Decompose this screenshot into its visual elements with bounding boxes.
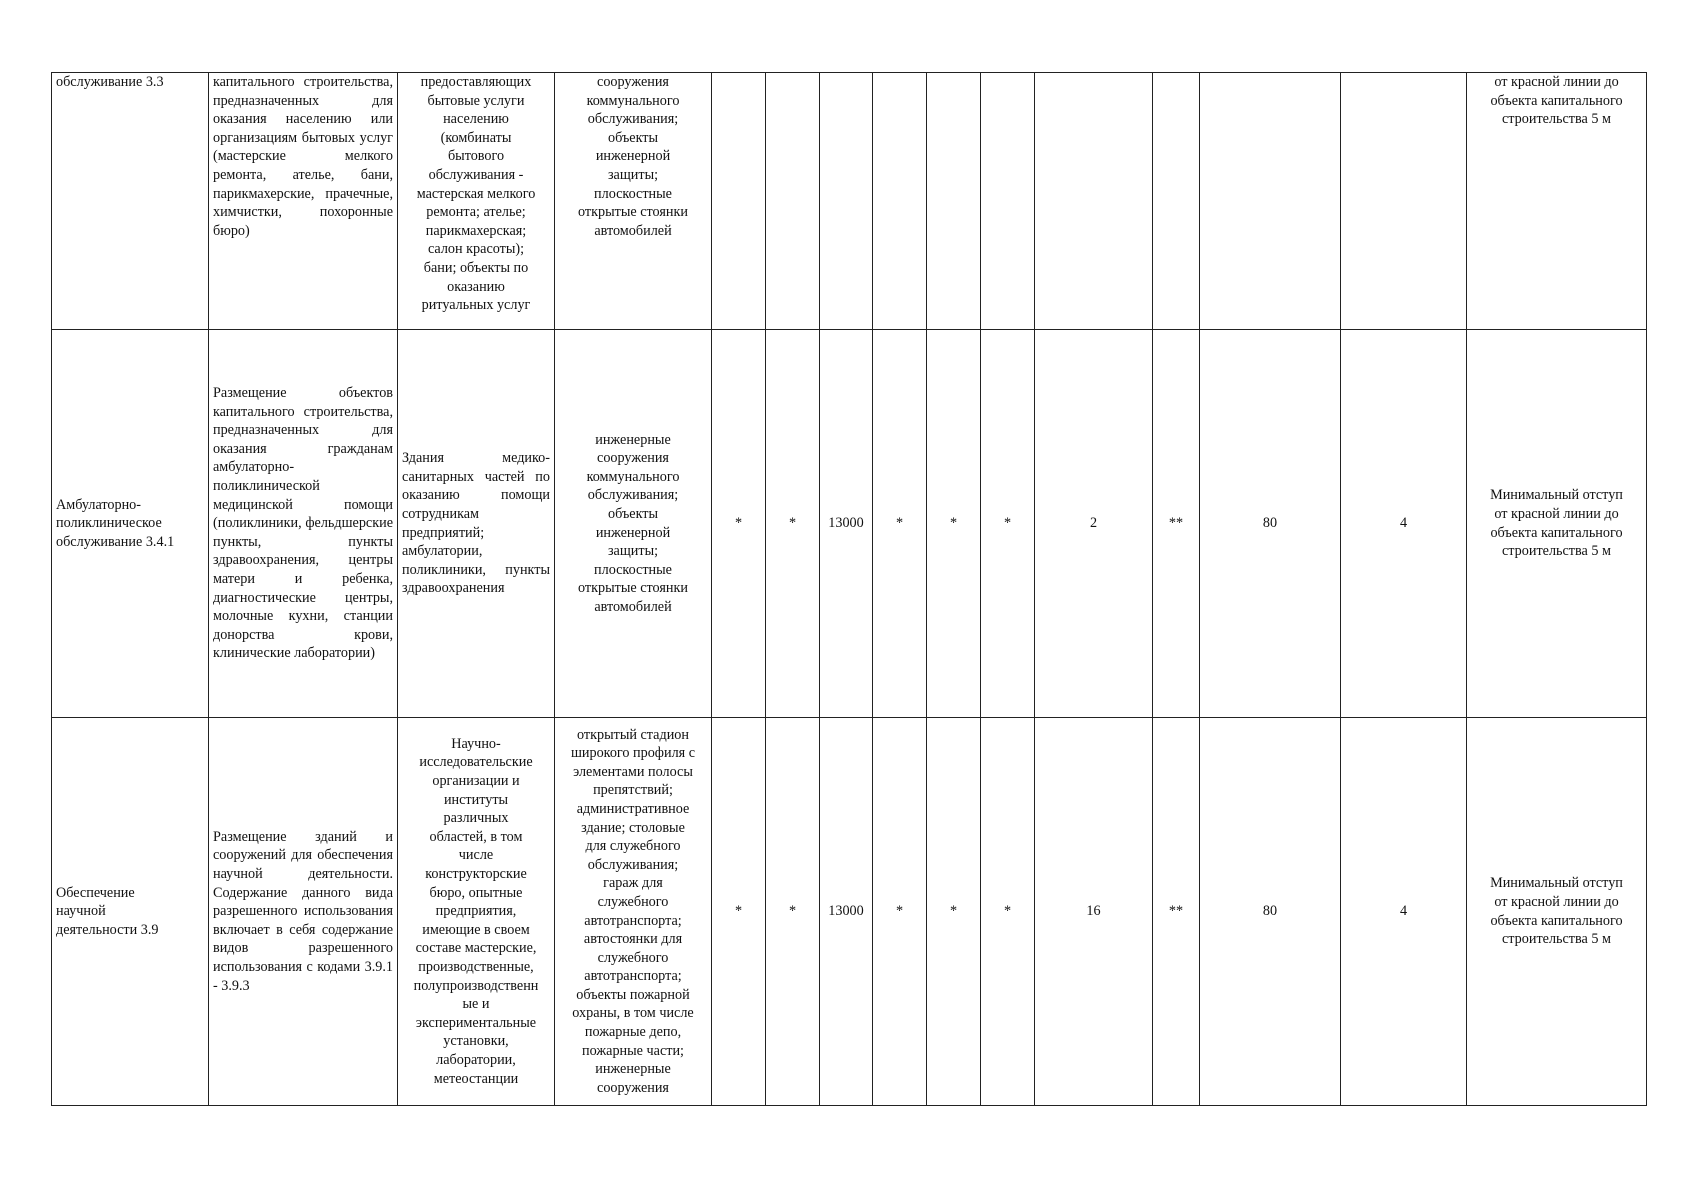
use-description-cell: Размещение объектов капитального строительства, предназначенных для оказания гражданам амбулаторно-поликлинической медицинской помощи (поликлиники, фельдшерские пункты, пункты здравоохранения, центры матери и ребенка, диагностические центры, молочные кухни, станции донорства крови, клинические лаборатории) [209, 330, 398, 718]
param-cell: ** [1153, 718, 1200, 1106]
param-cell [766, 73, 820, 330]
use-name-cell: обслуживание 3.3 [52, 73, 209, 330]
param-cell [873, 73, 927, 330]
param-cell: 13000 [820, 330, 873, 718]
param-cell: ** [1153, 330, 1200, 718]
param-cell: 2 [1035, 330, 1153, 718]
param-cell: 13000 [820, 718, 873, 1106]
param-cell: * [981, 330, 1035, 718]
param-cell: * [766, 718, 820, 1106]
use-name-cell: Обеспечение научной деятельности 3.9 [52, 718, 209, 1106]
main-uses-cell: Здания медико-санитарных частей по оказанию помощи сотрудникам предприятий; амбулатории, поликлиники, пункты здравоохранения [398, 330, 555, 718]
param-cell: 4 [1341, 718, 1467, 1106]
param-cell [981, 73, 1035, 330]
auxiliary-uses-cell: инженерные сооружения коммунального обслуживания; объекты инженерной защиты; плоскостные открытые стоянки автомобилей [555, 330, 712, 718]
param-cell: * [981, 718, 1035, 1106]
main-uses-cell: Научно- исследовательские организации и институты различных областей, в том числе конструкторские бюро, опытные предприятия, имеющие в своем составе мастерские, производственные, полупроизводственн ые и экспериментальные установки, лаборатории, метеостанции [398, 718, 555, 1106]
zoning-regulations-table [51, 72, 1647, 1106]
param-cell: * [927, 330, 981, 718]
use-description-cell: Размещение зданий и сооружений для обеспечения научной деятельности. Содержание данного вида разрешенного использования включает в себя содержание видов разрешенного использования с кодами 3.9.1 - 3.9.3 [209, 718, 398, 1106]
param-cell [1341, 73, 1467, 330]
param-cell: * [927, 718, 981, 1106]
auxiliary-uses-cell: сооружения коммунального обслуживания; объекты инженерной защиты; плоскостные открытые стоянки автомобилей [555, 73, 712, 330]
note-cell: Минимальный отступ от красной линии до объекта капитального строительства 5 м [1467, 718, 1647, 1106]
param-cell [1153, 73, 1200, 330]
param-cell: 80 [1200, 330, 1341, 718]
param-cell: 4 [1341, 330, 1467, 718]
table-row [52, 73, 1647, 330]
table-row [52, 330, 1647, 718]
note-cell: Минимальный отступ от красной линии до объекта капитального строительства 5 м [1467, 330, 1647, 718]
main-uses-cell: предоставляющих бытовые услуги населению (комбинаты бытового обслуживания - мастерская мелкого ремонта; ателье; парикмахерская; салон красоты); бани; объекты по оказанию ритуальных услуг [398, 73, 555, 330]
auxiliary-uses-cell: открытый стадион широкого профиля с элементами полосы препятствий; административное здание; столовые для служебного обслуживания; гараж для служебного автотранспорта; автостоянки для служебного автотранспорта; объекты пожарной охраны, в том числе пожарные депо, пожарные части; инженерные сооружения [555, 718, 712, 1106]
table-row [52, 718, 1647, 1106]
document-page [51, 72, 1646, 1106]
use-name-cell: Амбулаторно- поликлиническое обслуживание 3.4.1 [52, 330, 209, 718]
param-cell: * [873, 330, 927, 718]
param-cell: 16 [1035, 718, 1153, 1106]
param-cell [820, 73, 873, 330]
param-cell [1200, 73, 1341, 330]
param-cell: * [873, 718, 927, 1106]
param-cell [712, 73, 766, 330]
param-cell: * [712, 718, 766, 1106]
param-cell: * [712, 330, 766, 718]
param-cell: 80 [1200, 718, 1341, 1106]
param-cell: * [766, 330, 820, 718]
param-cell [927, 73, 981, 330]
use-description-cell: капитального строительства, предназначенных для оказания населению или организациям бытовых услуг (мастерские мелкого ремонта, ателье, бани, парикмахерские, прачечные, химчистки, похоронные бюро) [209, 73, 398, 330]
note-cell: от красной линии до объекта капитального строительства 5 м [1467, 73, 1647, 330]
param-cell [1035, 73, 1153, 330]
